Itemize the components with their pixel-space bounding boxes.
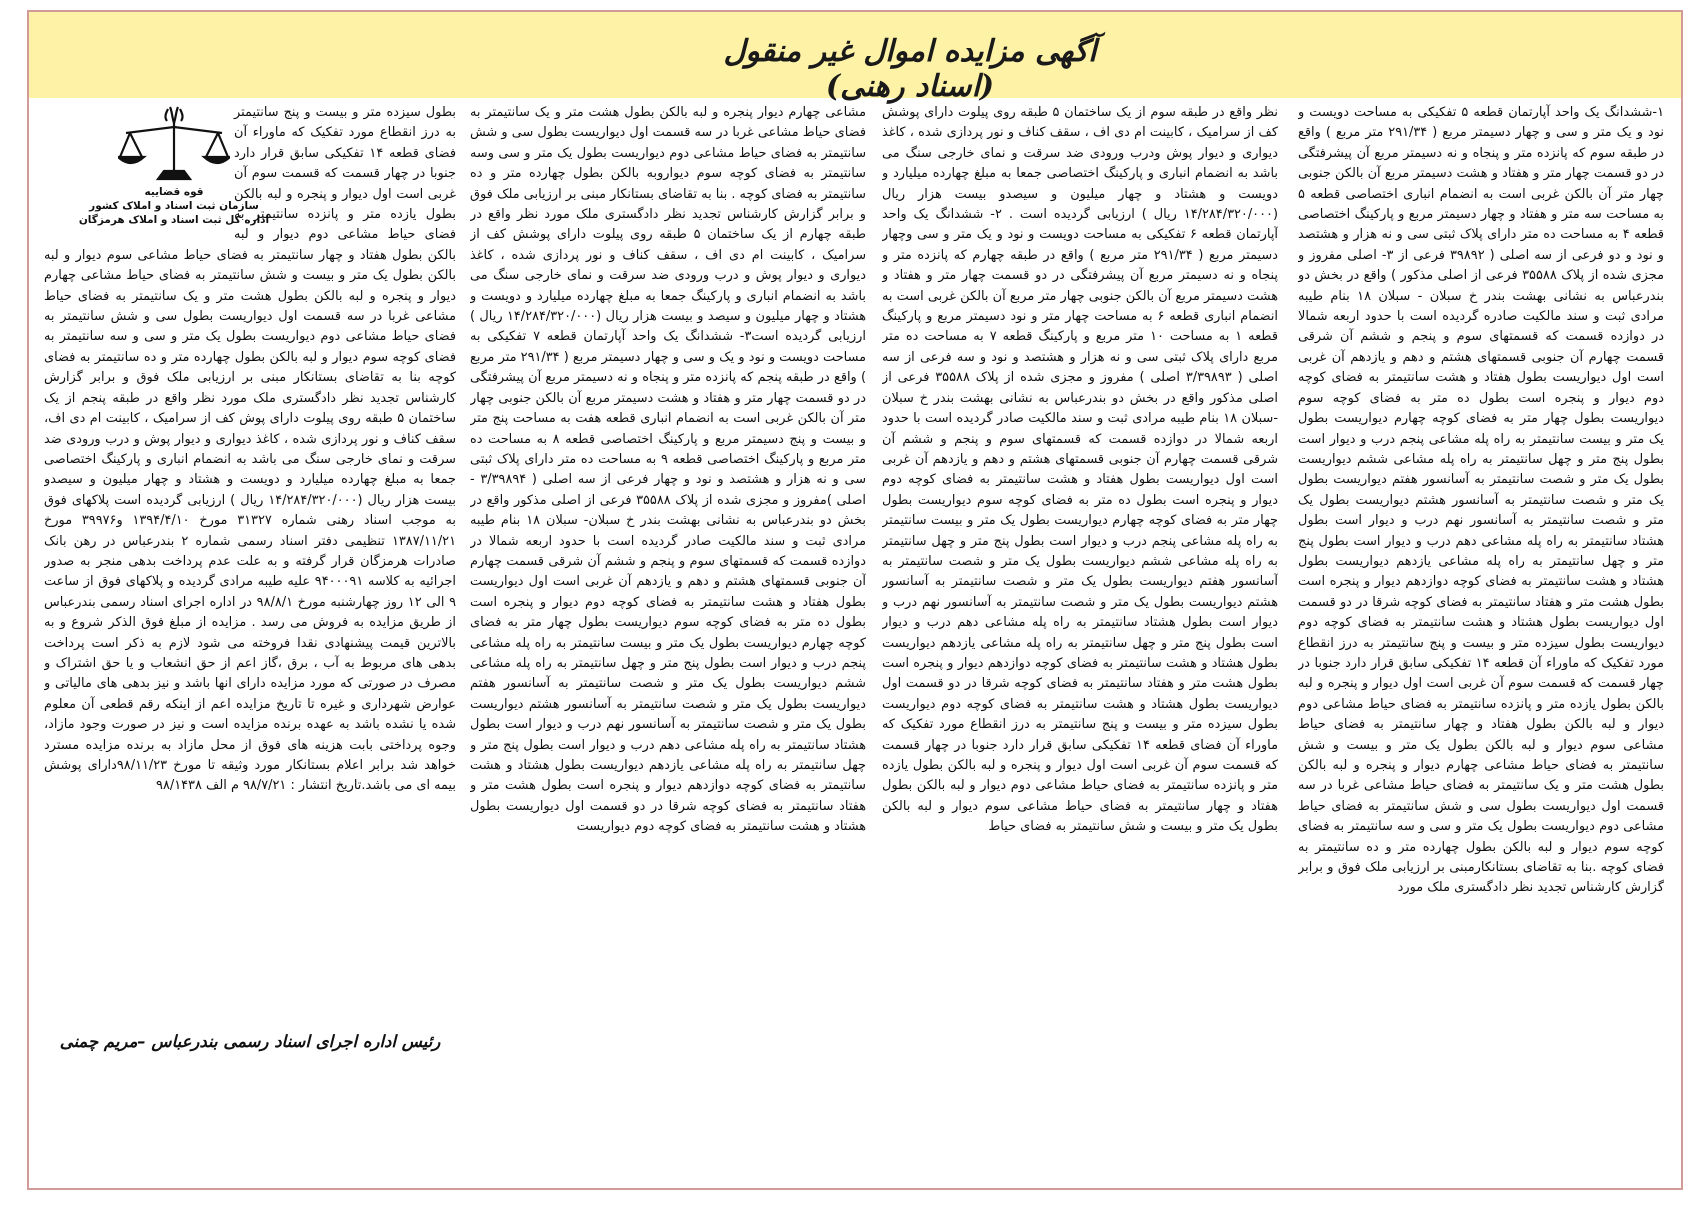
signature-line: رئیس اداره اجرای اسناد رسمی بندرعباس –مریم چمنی (59, 1032, 441, 1051)
ad-title: آگهی مزایده اموال غیر منقول (اسناد رهنی) (723, 34, 1097, 104)
emblem-caption-organization: سازمان ثبت اسناد و املاک کشور (89, 200, 259, 212)
text-column-3: مشاعی چهارم دیوار پنجره و لبه بالکن بطول هشت متر و یک سانتیمتر به فضای حیاط مشاعی غربا در سه قسمت اول دیواریست بطول سی و شش سانتیمتر به فضای حیاط مشاعی دوم دیواریست بطول یک متر و سی وسه سانتیمتر به فضای کوچه سوم دیواروبه بالکن بطول چهارده متر و ده سانتیمتر به فضای کوچه . بنا به تقاضای بستانکار مبنی بر ارزیابی ملک فوق و برابر گزارش کارشناس تجدید نظر دادگستری ملک مورد نظر واقع در طبقه چهارم از یک ساختمان ۵ طبقه روی پیلوت دارای پوشش کف از سرامیک ، کابینت ام دی اف ، سقف کناف و نور پردازی شده ، کاغذ دیواری و دیوار پوش و درب ورودی ضد سرقت و نمای خارجی سنگ می باشد به انضمام انباری و پارکینگ جمعا به مبلغ چهارده میلیارد و دویست و هشتاد و چهار میلیون و سیصد و بیست هزار ریال (۱۴/۲۸۴/۳۲۰/۰۰۰ ریال ) ارزیابی گردیده است۳- ششدانگ یک واحد آپارتمان قطعه ۷ تفکیکی به مساحت دویست و نود و یک و سی و چهار دسیمتر مربع ( ۲۹۱/۳۴ متر مربع ) واقع در طبقه پنجم که پانزده متر و پنجاه و نه دسیمتر مربع آن پیشرفتگی در دو قسمت چهار متر و هفتاد و هشت دسیمتر مربع آن بالکن جنوبی چهار متر آن بالکن غربی است به انضمام انباری قطعه هفت به مساحت پنج متر و بیست و پنج دسیمتر مربع و پارکینگ اختصاصی قطعه ۸ به مساحت ده متر مربع و پارکینگ اختصاصی قطعه ۹ به مساحت ده متر دارای پلاک ثبتی سی و نه هزار و هشتصد و نود و چهار فرعی از سه اصلی ( ۳/۳۹۸۹۴ - اصلی )مفروز و مجزی شده از پلاک ۳۵۵۸۸ فرعی از اصلی مذکور واقع در بخش دو بندرعباس به نشانی بهشت بندر خ سبلان- سبلان ۱۸ بنام طیبه مرادی ثبت و سند مالکیت صادر گردیده است با حدود اربعه شمالا در دوازده قسمت که قسمتهای سوم و پنجم و ششم آن شرقی قسمت چهارم آن جنوبی قسمتهای هشتم و دهم و یازدهم آن غربی است اول دیواریست بطول هفتاد و هشت سانتیمتر به فضای کوچه دوم دیوار و پنجره است بطول ده متر به فضای کوچه سوم دیواریست بطول چهار متر به فضای کوچه چهارم دیواریست بطول یک متر و بیست سانتیمتر به راه پله مشاعی پنجم درب و دیوار است بطول پنج متر و چهل سانتیمتر به راه پله مشاعی ششم دیواریست بطول یک متر و شصت سانتیمتر به آسانسور هفتم دیواریست بطول یک متر و شصت سانتیمتر به آسانسور هشتم دیواریست بطول یک متر و شصت سانتیمتر به آسانسور نهم درب و دیوار است بطول هشتاد سانتیمتر به راه پله مشاعی دهم درب و دیوار است بطول پنج متر و چهل سانتیمتر به راه پله مشاعی یازدهم دیواریست بطول هشتاد و هشت سانتیمتر به فضای کوچه دوازدهم دیوار و پنجره است بطول هشت متر و هفتاد سانتیمتر به فضای کوچه شرقا در دو قسمت اول دیواریست بطول هشتاد و هشت سانتیمتر به فضای کوچه دوم دیواریست (470, 105, 866, 835)
ad-body (44, 103, 1664, 1177)
text-column-1: ۱-ششدانگ یک واحد آپارتمان قطعه ۵ تفکیکی به مساحت دویست و نود و یک متر و سی و چهار دسیمتر مربع ( ۲۹۱/۳۴ متر مربع ) واقع در طبقه سوم که پانزده متر و پنجاه و نه دسیمتر مربع آن پیشرفتگی در دو قسمت چهار متر و هفتاد و هشت دسیمتر مربع آن بالکن جنوبی چهار متر آن بالکن غربی است به انضمام انباری اختصاصی قطعه ۵ به مساحت سه متر و هفتاد و چهار دسیمتر مربع و پارکینگ اختصاصی قطعه ۴ به مساحت ده متر دارای پلاک ثبتی سی و نه هزار و هشتصد و نود و دو فرعی از سه اصلی ( ۳۹۸۹۲ فرعی از ۳- اصلی مفروز و مجزی شده از پلاک ۳۵۵۸۸ فرعی از اصلی مذکور ) واقع در بخش دو بندرعباس به نشانی بهشت بندر خ سبلان - سبلان ۱۸ بنام طیبه مرادی ثبت و سند مالکیت صادره گردیده است با حدود اربعه شمالا در دوازده قسمت که قسمتهای سوم و پنجم و ششم آن شرقی قسمت چهارم آن جنوبی قسمتهای هشتم و دهم و یازدهم آن غربی است اول دیواریست بطول هفتاد و هشت سانتیمتر به فضای کوچه دوم دیوار و پنجره است بطول ده متر به فضای کوچه سوم دیواریست بطول چهار متر به فضای کوچه چهارم دیواریست بطول یک متر و بیست سانتیمتر به راه پله مشاعی پنجم درب و دیوار است بطول پنج متر و چهل سانتیمتر به راه پله مشاعی ششم دیواریست بطول یک متر و شصت سانتیمتر به آسانسور هفتم دیواریست بطول یک متر و شصت سانتیمتر به آسانسور هشتم دیواریست بطول یک متر و شصت سانتیمتر به آسانسور نهم درب و دیوار است بطول هشتاد سانتیمتر به راه پله مشاعی دهم درب و دیوار است بطول پنج متر و چهل سانتیمتر به راه پله مشاعی یازدهم دیواریست بطول هشتاد و هشت سانتیمتر به فضای کوچه دوازدهم دیوار و پنجره است بطول هشت متر و هفتاد سانتیمتر به فضای کوچه شرقا در دو قسمت اول دیواریست بطول هشتاد و هشت سانتیمتر به فضای کوچه دوم دیواریست بطول سیزده متر و بیست و پنج سانتیمتر به درز انقطاع مورد تفکیک که ماوراء آن قطعه ۱۴ تفکیکی سابق قرار دارد جنوبا در چهار قسمت که قسمت سوم آن غربی است اول دیوار و پنجره و لبه بالکن بطول یازده متر و پانزده سانتیمتر به فضای حیاط مشاعی دوم دیوار و لبه بالکن بطول هفتاد و چهار سانتیمتر به فضای حیاط مشاعی سوم دیوار و لبه بالکن بطول یک متر و بیست و شش سانتیمتر به فضای حیاط مشاعی چهارم دیوار و پنجره و لبه بالکن بطول هشت متر و یک سانتیمتر به فضای حیاط مشاعی غربا در سه قسمت اول دیواریست بطول سی و شش سانتیمتر به فضای حیاط مشاعی دوم دیواریست بطول یک متر و سی و سه سانتیمتر به فضای کوچه سوم دیوار و لبه بالکن بطول چهارده متر و ده سانتیمتر به فضای کوچه .بنا به تقاضای بستانکارمبنی بر ارزیابی ملک فوق و برابر گزارش کارشناس تجدید نظر دادگستری ملک مورد (1298, 105, 1664, 896)
text-column-2: نظر واقع در طبقه سوم از یک ساختمان ۵ طبقه روی پیلوت دارای پوشش کف از سرامیک ، کابینت ام دی اف ، سقف کناف و نور پردازی شده ، کاغذ دیواری و دیوار پوش ودرب ورودی ضد سرقت و نمای خارجی سنگ می باشد به انضمام انباری و پارکینگ اختصاصی جمعا به مبلغ چهارده میلیارد و دویست و هشتاد و چهار میلیون و سیصدو بیست هزار ریال (۱۴/۲۸۴/۳۲۰/۰۰۰ ریال ) ارزیابی گردیده است . ۲- ششدانگ یک واحد آپارتمان قطعه ۶ تفکیکی به مساحت دویست و نود و یک متر و سی وچهار دسیمتر مربع ( ۲۹۱/۳۴ متر مربع ) واقع در طبقه چهارم که پانزده متر و پنجاه و نه دسیمتر مربع آن پیشرفتگی در دو قسمت چهار متر و هفتاد و هشت دسیمتر مربع آن بالکن جنوبی چهار متر مربع آن بالکن غربی است به انضمام انباری قطعه ۶ به مساحت چهار متر و نود دسیمتر مربع و پارکینگ قطعه ۱ به مساحت ۱۰ متر مربع و پارکینگ قطعه ۷ به مساحت ده متر مربع دارای پلاک ثبتی سی و نه هزار و هشتصد و نود و سه فرعی از سه اصلی ( ۳/۳۹۸۹۳ اصلی ) مفروز و مجزی شده از پلاک ۳۵۵۸۸ فرعی از اصلی مذکور واقع در بخش دو بندرعباس به نشانی بهشت بندر خ سبلان -سبلان ۱۸ بنام طیبه مرادی ثبت و سند مالکیت صادر گردیده است با حدود اربعه شمالا در دوازده قسمت که قسمتهای سوم و پنجم و ششم آن شرقی قسمت چهارم آن جنوبی قسمتهای هشتم و دهم و یازدهم آن غربی است اول دیواریست بطول هفتاد و هشت سانتیمتر به فضای کوچه دوم دیوار و پنجره است بطول ده متر به فضای کوچه سوم دیواریست بطول چهار متر به فضای کوچه چهارم دیواریست بطول یک متر و بیست سانتیمتر به راه پله مشاعی پنجم درب و دیوار است بطول پنج متر و چهل سانتیمتر به راه پله مشاعی ششم دیواریست بطول یک متر و شصت سانتیمتر به آسانسور هفتم دیواریست بطول یک متر و شصت سانتیمتر به آسانسور هشتم دیواریست بطول یک متر و شصت سانتیمتر به آسانسور نهم درب و دیوار است بطول هشتاد سانتیمتر به راه پله مشاعی دهم درب و دیوار است بطول پنج متر و چهل سانتیمتر به راه پله مشاعی یازدهم دیواریست بطول هشتاد و هشت سانتیمتر به فضای کوچه دوازدهم دیوار و پنجره است بطول هشت متر و هفتاد سانتیمتر به فضای کوچه شرقا در دو قسمت اول دیواریست بطول هشتاد و هشت سانتیمتر به فضای کوچه دوم دیواریست بطول سیزده متر و بیست و پنج سانتیمتر به درز انقطاع مورد تفکیک که ماوراء آن فضای قطعه ۱۴ تفکیکی سابق قرار دارد جنوبا در چهار قسمت که قسمت سوم آن غربی است اول دیوار و پنجره و لبه بالکن بطول یازده متر و پانزده سانتیمتر به فضای حیاط مشاعی دوم دیوار و لبه بالکن بطول هفتاد و چهار سانتیمتر به فضای حیاط مشاعی سوم دیوار و لبه بالکن بطول یک متر و بیست و شش سانتیمتر به فضای حیاط (882, 105, 1278, 835)
text-column-4-wrapper (44, 103, 456, 1177)
text-column-4-content: بطول سیزده متر و بیست و پنج سانتیمتر به درز انقطاع مورد تفکیک که ماوراء آن فضای قطعه ۱۴ تفکیکی سابق قرار دارد جنوبا در چهار قسمت که قسمت سوم آن غربی است اول دیوار و پنجره و لبه بالکن بطول یازده متر و پانزده سانتیمتر به فضای حیاط مشاعی دوم دیوار و لبه بالکن بطول هفتاد و چهار سانتیمتر به فضای حیاط مشاعی سوم دیوار و لبه بالکن بطول یک متر و بیست و شش سانتیمتر به فضای حیاط مشاعی چهارم دیوار و پنجره و لبه بالکن بطول هشت متر و یک سانتیمتر به فضای حیاط مشاعی غربا در سه قسمت اول دیواریست بطول سی و شش سانتیمتر به فضای حیاط مشاعی دوم دیواریست بطول یک متر و سی و سه سانتیمتر به فضای کوچه سوم دیوار و لبه بالکن بطول چهارده متر و ده سانتیمتر به فضای کوچه بنا به تقاضای بستانکار مبنی بر ارزیابی ملک فوق و برابر گزارش کارشناس تجدید نظر دادگستری ملک مورد نظر واقع در طبقه پنجم از یک ساختمان ۵ طبقه روی پیلوت دارای پوش کف از سرامیک ، کابینت ام دی اف، سقف کناف و نور پردازی شده ، کاغذ دیواری و دیوار پوش و درب ورودی ضد سرقت و نمای خارجی سنگ می باشد به انضمام انباری و پارکینگ اختصاصی جمعا به مبلغ چهارده میلیارد و دویست و هشتاد و چهار میلیون و سیصدو بیست هزار ریال (۱۴/۲۸۴/۳۲۰/۰۰۰ ریال ) ارزیابی گردیده است پلاکهای فوق به موجب اسناد رهنی شماره ۳۱۳۲۷ مورخ ۱۳۹۴/۴/۱۰ و۳۹۹۷۶ مورخ ۱۳۸۷/۱۱/۲۱ تنظیمی دفتر اسناد رسمی شماره ۲ بندرعباس در رهن بانک صادرات هرمزگان قرار گرفته و به علت عدم پرداخت بدهی منجر به صدور اجرائیه به کلاسه ۹۴۰۰۰۹۱ علیه طیبه مرادی گردیده و پلاکهای فوق از ساعت ۹ الی ۱۲ روز چهارشنبه مورخ ۹۸/۸/۱ در اداره اجرای اسناد رسمی بندرعباس از طریق مزایده به فروش می رسد . مزایده از مبلغ فوق الذکر شروع و به بالاترین قیمت پیشنهادی نقدا فروخته می شود لازم به ذکر است پرداخت بدهی های مربوط به آب ، برق ،گاز اعم از حق انشعاب و یا حق اشتراک و مصرف در صورتی که مورد مزایده دارای انها باشد و نیز بدهی های مالیاتی و عوارض شهرداری و غیره تا تاریخ مزایده اعم از اینکه رقم قطعی آن معلوم شده یا نشده باشد به عهده برنده مزایده است و نیز در صورت وجود مازاد، وجوه پرداختی بابت هزینه های فوق از محل مازاد به برنده مزایده مسترد خواهد شد برابر اعلام بستانکار مورد وثیقه تا مورخ ۹۸/۱۱/۲۳دارای پوشش بیمه ای می باشد.تاریخ انتشار : ۹۸/۷/۲۱ م الف ۹۸/۱۴۳۸ (44, 105, 456, 794)
text-column-4 (44, 103, 456, 1103)
emblem-caption-department: اداره کل ثبت اسناد و املاک هرمزگان (78, 214, 270, 226)
emblem-spacer (44, 103, 234, 227)
emblem-caption-judiciary: قوه قضاییه (144, 186, 204, 198)
